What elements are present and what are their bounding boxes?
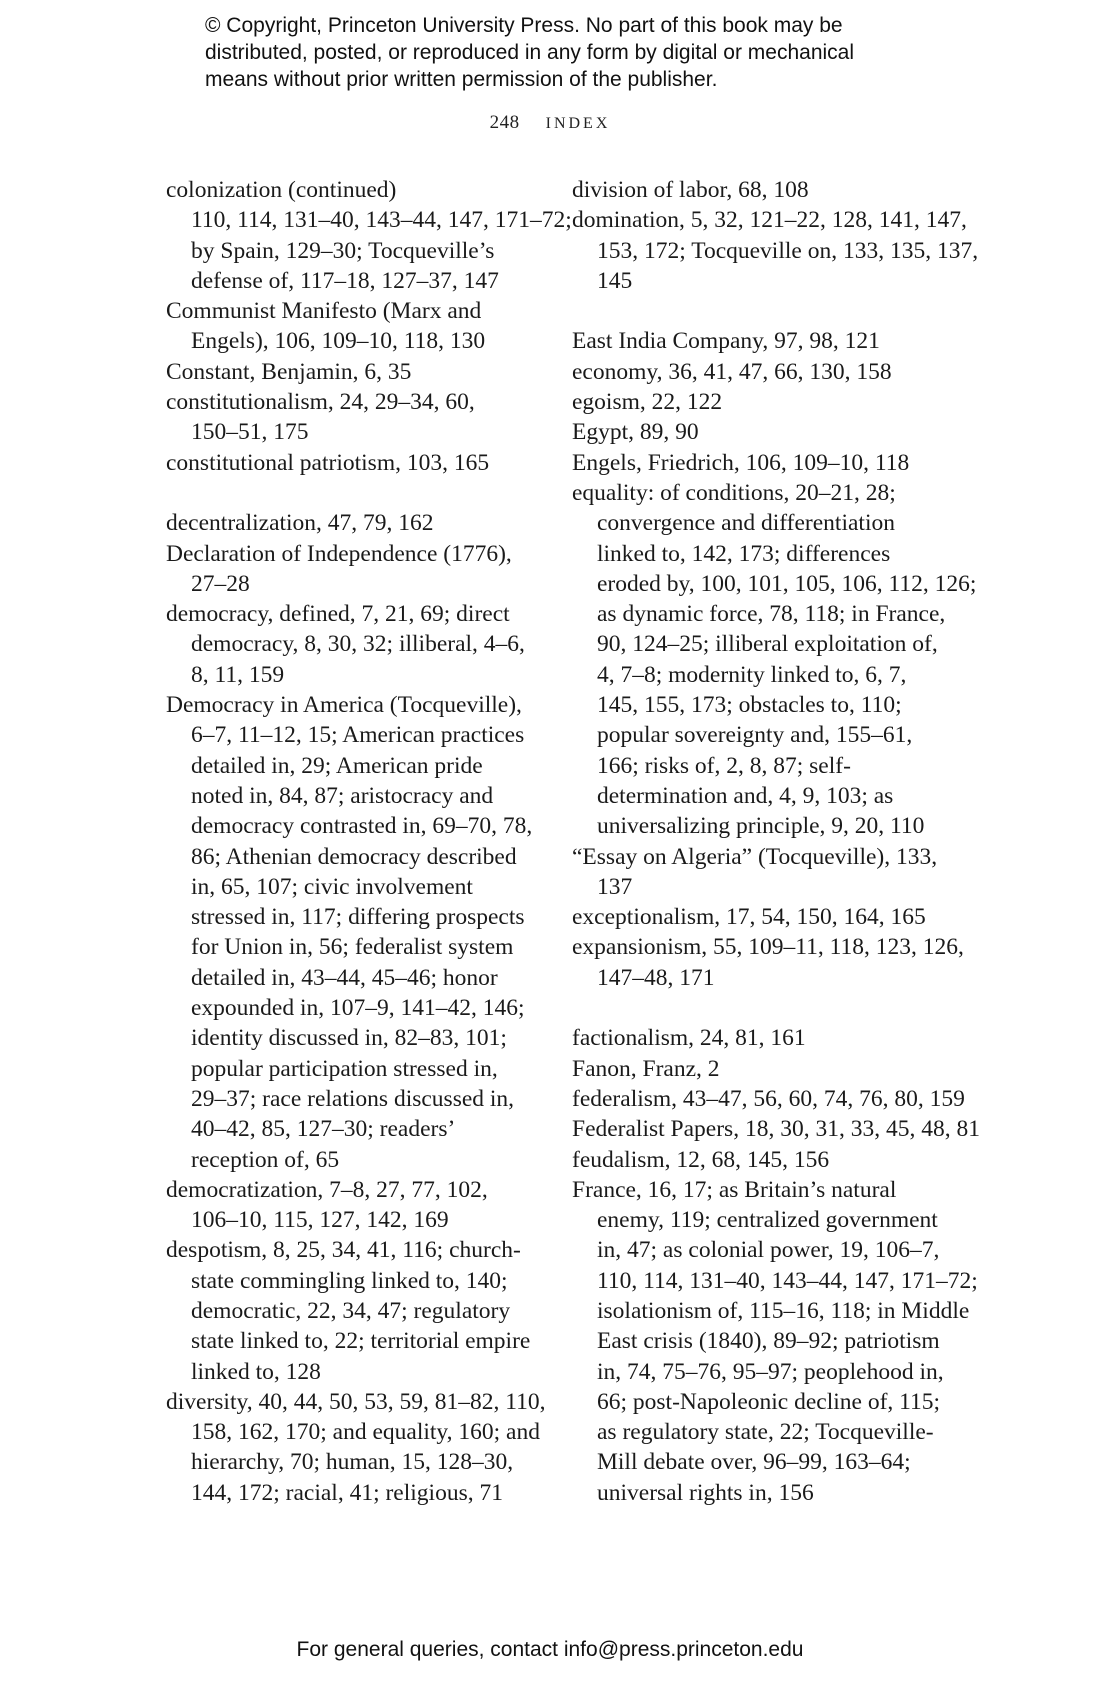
index-entry-continuation-line: identity discussed in, 82–83, 101; xyxy=(191,1025,507,1052)
index-entry xyxy=(572,326,942,356)
index-entry-continuation-line: universal rights in, 156 xyxy=(597,1479,814,1506)
index-entry xyxy=(166,1175,536,1236)
index-entry xyxy=(166,357,536,387)
copyright-line: means without prior written permission of the publisher. xyxy=(205,68,718,91)
index-entry-continuation-line: in, 47; as colonial power, 19, 106–7, xyxy=(597,1237,940,1264)
index-entry-continuation-line: 66; post-Napoleonic decline of, 115; xyxy=(597,1388,941,1415)
index-entry-heading-line: constitutionalism, 24, 29–34, 60, xyxy=(166,389,475,416)
index-entry xyxy=(166,175,572,296)
index-entry-continuation-line: democracy contrasted in, 69–70, 78, xyxy=(191,813,533,840)
index-entry-continuation-line: 29–37; race relations discussed in, xyxy=(191,1085,515,1112)
index-entry-continuation-line: 147–48, 171 xyxy=(597,964,715,991)
index-entry-continuation-line: for Union in, 56; federalist system xyxy=(191,934,514,961)
index-entry-continuation-line: in, 74, 75–76, 95–97; peoplehood in, xyxy=(597,1358,944,1385)
index-entry-continuation-line: 166; risks of, 2, 8, 87; self- xyxy=(597,752,851,779)
index-entry xyxy=(572,902,942,932)
index-entry-heading-line: decentralization, 47, 79, 162 xyxy=(166,510,434,537)
index-entry xyxy=(166,508,536,538)
copyright-line: distributed, posted, or reproduced in any form by digital or mechanical xyxy=(205,41,855,64)
index-entry-heading-line: democratization, 7–8, 27, 77, 102, xyxy=(166,1176,488,1203)
index-entry-continuation-line: 110, 114, 131–40, 143–44, 147, 171–72; xyxy=(191,207,572,234)
index-column-left xyxy=(166,175,572,1508)
page-number: 248 xyxy=(489,112,520,133)
index-entry xyxy=(166,448,536,478)
index-entry-continuation-line: popular sovereignty and, 155–61, xyxy=(597,722,913,749)
index-entry-heading-line: Democracy in America (Tocqueville), xyxy=(166,692,522,719)
index-entry-continuation-line: Engels), 106, 109–10, 118, 130 xyxy=(191,328,486,355)
index-entry-heading-line: democracy, defined, 7, 21, 69; direct xyxy=(166,601,510,628)
index-entry-continuation-line: as regulatory state, 22; Tocqueville- xyxy=(597,1419,934,1446)
index-entry xyxy=(572,417,942,447)
index-entry-continuation-line: state linked to, 22; territorial empire xyxy=(191,1328,531,1355)
footer-contact: For general queries, contact info@press.princeton.edu xyxy=(296,1638,804,1661)
index-entry-continuation-line: democratic, 22, 34, 47; regulatory xyxy=(191,1297,511,1324)
index-entry-continuation-line: 137 xyxy=(597,873,633,900)
index-entry-continuation-line: eroded by, 100, 101, 105, 106, 112, 126; xyxy=(597,570,977,597)
index-entry-continuation-line: 40–42, 85, 127–30; readers’ xyxy=(191,1116,456,1143)
index-entry-continuation-line: democracy, 8, 30, 32; illiberal, 4–6, xyxy=(191,631,525,658)
index-entry-continuation-line: linked to, 142, 173; differences xyxy=(597,540,891,567)
index-entry-heading-line: Communist Manifesto (Marx and xyxy=(166,298,482,325)
index-entry-heading-line: equality: of conditions, 20–21, 28; xyxy=(572,479,896,506)
index-entry-heading-line: federalism, 43–47, 56, 60, 74, 76, 80, 159 xyxy=(572,1085,965,1112)
index-entry-continuation-line: detailed in, 29; American pride xyxy=(191,752,483,779)
index-entry-continuation-line: reception of, 65 xyxy=(191,1146,340,1173)
index-entry-continuation-line: detailed in, 43–44, 45–46; honor xyxy=(191,964,498,991)
index-entry-continuation-line: 144, 172; racial, 41; religious, 71 xyxy=(191,1479,503,1506)
index-entry-continuation-line: universalizing principle, 9, 20, 110 xyxy=(597,813,925,840)
index-entry xyxy=(572,1114,980,1144)
index-entry-heading-line: egoism, 22, 122 xyxy=(572,389,723,416)
index-entry-continuation-line: 110, 114, 131–40, 143–44, 147, 171–72; xyxy=(597,1267,978,1294)
index-entry xyxy=(572,1145,942,1175)
letter-group-gap xyxy=(572,993,942,1023)
index-entry xyxy=(572,387,942,417)
index-entry-heading-line: “Essay on Algeria” (Tocqueville), 133, xyxy=(572,843,938,870)
index-entry xyxy=(572,357,942,387)
index-entry xyxy=(166,599,536,690)
index-entry-continuation-line: 86; Athenian democracy described xyxy=(191,843,517,870)
section-title: INDEX xyxy=(545,115,611,132)
index-entry-continuation-line: 106–10, 115, 127, 142, 169 xyxy=(191,1207,449,1234)
index-entry-continuation-line: determination and, 4, 9, 103; as xyxy=(597,782,894,809)
index-entry-heading-line: division of labor, 68, 108 xyxy=(572,177,809,203)
index-entry-continuation-line: noted in, 84, 87; aristocracy and xyxy=(191,782,494,809)
copyright-notice xyxy=(205,12,925,93)
letter-group-gap xyxy=(166,478,536,508)
index-entry-continuation-line: in, 65, 107; civic involvement xyxy=(191,873,473,900)
index-entry-continuation-line: 145, 155, 173; obstacles to, 110; xyxy=(597,692,902,719)
index-entry-heading-line: Fanon, Franz, 2 xyxy=(572,1055,720,1082)
index-entry-heading-line: constitutional patriotism, 103, 165 xyxy=(166,449,490,476)
index-entry xyxy=(572,1054,942,1084)
index-entry xyxy=(166,690,536,1175)
index-entry-continuation-line: 150–51, 175 xyxy=(191,419,309,446)
copyright-line: © Copyright, Princeton University Press. No part of this book may be xyxy=(205,14,843,37)
index-entry-continuation-line: 90, 124–25; illiberal exploitation of, xyxy=(597,631,938,658)
index-entry-heading-line: feudalism, 12, 68, 145, 156 xyxy=(572,1146,830,1173)
index-entry-heading-line: domination, 5, 32, 121–22, 128, 141, 147, xyxy=(572,207,967,234)
index-entry-continuation-line: enemy, 119; centralized government xyxy=(597,1207,938,1234)
index-entry-continuation-line: 145 xyxy=(597,267,633,294)
index-entry-continuation-line: 27–28 xyxy=(191,570,250,597)
index-entry xyxy=(572,175,942,205)
index-entry xyxy=(572,205,979,296)
index-entry-heading-line: economy, 36, 41, 47, 66, 130, 158 xyxy=(572,358,892,385)
index-entry-heading-line: Egypt, 89, 90 xyxy=(572,419,699,446)
index-entry-heading-line: colonization (continued) xyxy=(166,177,397,203)
index-entry-continuation-line: 153, 172; Tocqueville on, 133, 135, 137, xyxy=(597,237,979,264)
index-entry-continuation-line: Mill debate over, 96–99, 163–64; xyxy=(597,1449,911,1476)
index-entry-heading-line: Constant, Benjamin, 6, 35 xyxy=(166,358,412,385)
index-entry xyxy=(166,539,536,600)
index-entry xyxy=(166,1235,536,1386)
index-entry xyxy=(572,1084,965,1114)
index-entry-continuation-line: linked to, 128 xyxy=(191,1358,321,1385)
index-entry-continuation-line: 4, 7–8; modernity linked to, 6, 7, xyxy=(597,661,907,688)
index-entry xyxy=(166,387,536,448)
index-entry xyxy=(166,1387,546,1508)
index-entry-heading-line: Declaration of Independence (1776), xyxy=(166,540,512,567)
index-entry-heading-line: Federalist Papers, 18, 30, 31, 33, 45, 48, 81 xyxy=(572,1116,980,1143)
index-entry-heading-line: diversity, 40, 44, 50, 53, 59, 81–82, 110, xyxy=(166,1388,546,1415)
index-entry-continuation-line: state commingling linked to, 140; xyxy=(191,1267,508,1294)
index-entry-continuation-line: 8, 11, 159 xyxy=(191,661,285,688)
index-entry-continuation-line: isolationism of, 115–16, 118; in Middle xyxy=(597,1297,970,1324)
index-entry xyxy=(166,296,536,357)
index-entry-heading-line: exceptionalism, 17, 54, 150, 164, 165 xyxy=(572,904,926,931)
index-entry xyxy=(572,478,977,842)
index-entry-continuation-line: 6–7, 11–12, 15; American practices xyxy=(191,722,525,749)
index-entry-heading-line: France, 16, 17; as Britain’s natural xyxy=(572,1176,897,1203)
index-entry xyxy=(572,842,942,903)
index-entry-heading-line: factionalism, 24, 81, 161 xyxy=(572,1025,806,1052)
index-entry xyxy=(572,932,964,993)
index-entry-heading-line: despotism, 8, 25, 34, 41, 116; church- xyxy=(166,1237,521,1264)
index-entry xyxy=(572,1175,978,1508)
index-entry-heading-line: Engels, Friedrich, 106, 109–10, 118 xyxy=(572,449,910,476)
index-entry xyxy=(572,1023,942,1053)
index-entry-heading-line: expansionism, 55, 109–11, 118, 123, 126, xyxy=(572,934,964,961)
index-entry-heading-line: East India Company, 97, 98, 121 xyxy=(572,328,880,355)
letter-group-gap xyxy=(572,296,942,326)
index-entry-continuation-line: as dynamic force, 78, 118; in France, xyxy=(597,601,946,628)
index-entry-continuation-line: 158, 162, 170; and equality, 160; and xyxy=(191,1419,540,1446)
index-entry-continuation-line: defense of, 117–18, 127–37, 147 xyxy=(191,267,499,294)
index-entry-continuation-line: by Spain, 129–30; Tocqueville’s xyxy=(191,237,495,264)
index-entry-continuation-line: expounded in, 107–9, 141–42, 146; xyxy=(191,995,525,1022)
index-entry-continuation-line: popular participation stressed in, xyxy=(191,1055,498,1082)
index-entry xyxy=(572,448,942,478)
index-entry-continuation-line: convergence and differentiation xyxy=(597,510,895,537)
index-entry-continuation-line: East crisis (1840), 89–92; patriotism xyxy=(597,1328,940,1355)
running-head xyxy=(0,112,1100,134)
index-column-right xyxy=(572,175,980,1508)
index-entry-continuation-line: hierarchy, 70; human, 15, 128–30, xyxy=(191,1449,514,1476)
index-entry-continuation-line: stressed in, 117; differing prospects xyxy=(191,904,525,931)
